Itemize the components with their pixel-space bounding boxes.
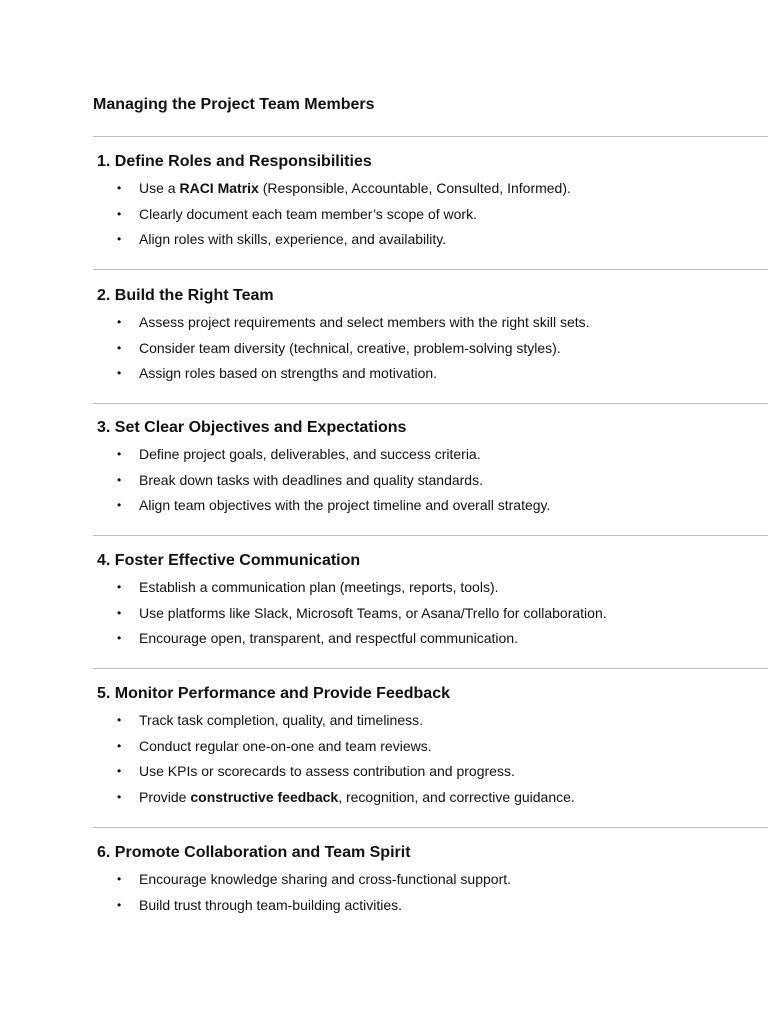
list-item [97,734,768,760]
list-item [97,785,768,811]
bullet-icon: • [117,366,122,381]
bullet-text: Provide [139,789,191,806]
bullet-icon: • [117,738,122,753]
list-item [97,310,768,336]
bullet-icon: • [117,206,122,221]
list-item [97,227,768,253]
section-heading: 6. Promote Collaboration and Team Spirit [97,844,411,861]
divider [93,269,768,270]
bullet-text: Build trust through team-building activities. [139,896,403,913]
section-monitor-performance [97,683,768,811]
bullet-list [97,575,768,652]
list-item [97,708,768,734]
bullet-text: Establish a communication plan (meetings, reports, tools). [139,579,499,595]
divider [93,668,768,669]
divider [93,403,768,404]
section-heading: 5. Monitor Performance and Provide Feedback [97,685,450,702]
list-item [97,361,768,387]
bullet-icon: • [117,631,122,646]
bullet-icon: • [117,232,122,247]
bullet-text: Define project goals, deliverables, and success criteria. [139,446,481,462]
bullet-text: , recognition, and corrective guidance. [338,789,575,806]
bullet-list [97,867,768,918]
divider [93,827,768,828]
bullet-text: Clearly document each team member’s scope of work. [139,205,477,222]
section-define-roles [97,151,768,253]
bullet-text: (Responsible, Accountable, Consulted, Informed). [258,180,571,196]
section-communication [97,550,768,652]
list-item [97,626,768,652]
section-build-team [97,285,768,387]
bullet-text: Use a [139,180,180,196]
bullet-list [97,708,768,811]
bullet-text: Conduct regular one-on-one and team reviews. [139,737,432,754]
page-title: Managing the Project Team Members [93,96,375,113]
list-item [97,893,768,919]
list-item [97,468,768,494]
bullet-list [97,442,768,519]
bold-text: constructive feedback [190,789,339,806]
bullet-text: Track task completion, quality, and timeliness. [139,712,424,728]
bullet-list [97,176,768,253]
bullet-icon: • [117,498,122,513]
bullet-icon: • [117,315,122,329]
section-heading: 2. Build the Right Team [97,287,274,304]
bullet-icon: • [117,447,122,461]
bullet-text: Break down tasks with deadlines and quality standards. [139,471,483,488]
section-heading: 1. Define Roles and Responsibilities [97,153,372,170]
bullet-text: Use platforms like Slack, Microsoft Teams, or Asana/Trello for collaboration. [139,604,607,621]
bullet-text: Encourage open, transparent, and respectful communication. [139,630,519,647]
bullet-text: Align team objectives with the project timeline and overall strategy. [139,497,551,514]
divider [93,136,768,137]
bullet-text: Align roles with skills, experience, and availability. [139,231,447,248]
bullet-text: Assess project requirements and select members with the right skill sets. [139,314,590,330]
bullet-icon: • [117,790,122,805]
list-item [97,442,768,468]
bullet-icon: • [117,764,122,779]
bullet-text: Encourage knowledge sharing and cross-functional support. [139,871,512,887]
list-item [97,601,768,627]
divider [93,535,768,536]
list-item [97,759,768,785]
section-collaboration [97,842,768,918]
bullet-list [97,310,768,387]
section-set-objectives [97,417,768,519]
bullet-icon: • [117,872,122,886]
bullet-icon: • [117,181,122,195]
bullet-text: Use KPIs or scorecards to assess contribution and progress. [139,763,515,780]
bullet-icon: • [117,580,122,594]
bold-text: RACI Matrix [179,180,259,196]
section-heading: 3. Set Clear Objectives and Expectations [97,419,407,436]
list-item [97,493,768,519]
bullet-icon: • [117,472,122,487]
bullet-text: Assign roles based on strengths and motivation. [139,365,438,382]
bullet-icon: • [117,713,122,727]
list-item [97,336,768,362]
bullet-icon: • [117,605,122,620]
list-item [97,202,768,228]
bullet-text: Consider team diversity (technical, creative, problem-solving styles). [139,339,561,356]
section-heading: 4. Foster Effective Communication [97,552,361,569]
list-item [97,575,768,601]
bullet-icon: • [117,340,122,355]
list-item [97,176,768,202]
list-item [97,867,768,893]
bullet-icon: • [117,897,122,912]
